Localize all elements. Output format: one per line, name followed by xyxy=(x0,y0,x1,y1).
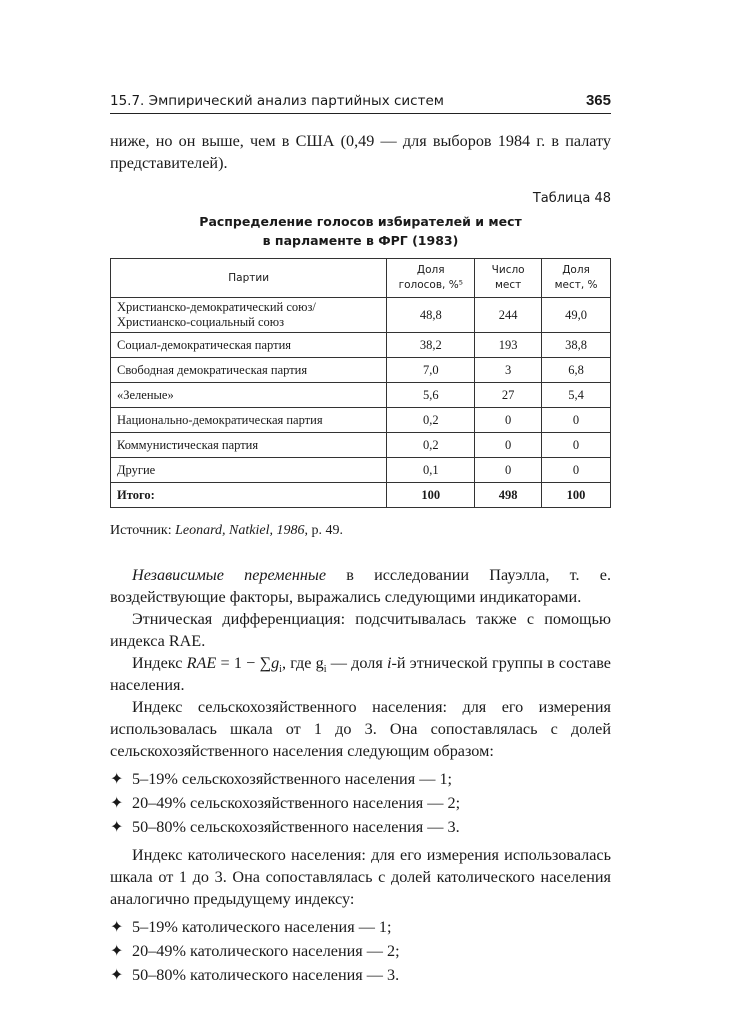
table-total-cell: 100 xyxy=(542,483,611,508)
table-cell-party: Социал-демократическая партия xyxy=(111,333,387,358)
table-cell-number: 0 xyxy=(542,408,611,433)
table-cell-number: 48,8 xyxy=(387,298,475,333)
table-cell-number: 6,8 xyxy=(542,358,611,383)
table-source xyxy=(110,522,611,540)
page-content xyxy=(110,92,611,992)
table-row xyxy=(111,298,611,333)
running-header xyxy=(110,92,611,114)
table-cell-number: 5,6 xyxy=(387,383,475,408)
paragraph-text: в исследовании Пауэлла, т. е. воздействующие факторы, выражались следующими индикаторами. xyxy=(110,566,612,606)
bullet-icon: ✦ xyxy=(110,770,124,788)
source-page: , p. 49. xyxy=(304,523,343,538)
table-title-line: Распределение голосов избирателей и мест xyxy=(199,214,522,229)
table-total-row xyxy=(111,483,611,508)
paragraph: Индекс сельскохозяйственного населения: для его измерения использовалась шкала от 1 до 3. Она сопоставлялась с долей сельскохозяйственного населения следующим образом: xyxy=(110,698,611,760)
list-item xyxy=(110,940,611,962)
paragraph: ниже, но он выше, чем в США (0,49 — для выборов 1984 г. в палату представителей). xyxy=(110,132,611,172)
table-total-cell: Итого: xyxy=(111,483,387,508)
table-total-cell: 498 xyxy=(475,483,542,508)
page-number: 365 xyxy=(585,92,611,109)
source-label: Источник: xyxy=(110,523,176,538)
table-cell-number: 0 xyxy=(475,433,542,458)
list-item xyxy=(110,964,611,986)
table-cell-number: 0 xyxy=(475,458,542,483)
table-cell-number: 38,8 xyxy=(542,333,611,358)
bullet-icon: ✦ xyxy=(110,918,124,936)
table-cell-number: 38,2 xyxy=(387,333,475,358)
column-header: Число мест xyxy=(475,259,542,298)
table-title xyxy=(110,212,611,250)
table-cell-number: 0 xyxy=(475,408,542,433)
table-cell-party: Коммунистическая партия xyxy=(111,433,387,458)
table-row xyxy=(111,333,611,358)
paragraph: Индекс католического населения: для его измерения использовалась шкала от 1 до 3. Она сопоставлялась с долей католического населения аналогично предыдущему индексу: xyxy=(110,846,611,908)
data-table xyxy=(110,258,611,508)
list-item-text: 5–19% католического населения — 1; xyxy=(132,918,392,936)
list-item xyxy=(110,916,611,938)
table-cell-number: 5,4 xyxy=(542,383,611,408)
table-cell-number: 193 xyxy=(475,333,542,358)
table-cell-number: 244 xyxy=(475,298,542,333)
paragraph: Этническая дифференциация: подсчитывалась также с помощью индекса RAE. xyxy=(110,610,611,650)
list-item xyxy=(110,816,611,838)
bullet-icon: ✦ xyxy=(110,942,124,960)
table-cell-number: 0 xyxy=(542,458,611,483)
table-cell-party: Свободная демократическая партия xyxy=(111,358,387,383)
bullet-icon: ✦ xyxy=(110,794,124,812)
table-total-cell: 100 xyxy=(387,483,475,508)
table-cell-party: Национально-демократическая партия xyxy=(111,408,387,433)
table-cell-number: 0 xyxy=(542,433,611,458)
bullet-list xyxy=(110,916,611,986)
column-header: Партии xyxy=(111,259,387,298)
table-row xyxy=(111,408,611,433)
table-row xyxy=(111,458,611,483)
table-cell-number: 27 xyxy=(475,383,542,408)
table-row xyxy=(111,433,611,458)
table-cell-number: 0,2 xyxy=(387,408,475,433)
table-cell-party: Другие xyxy=(111,458,387,483)
table-row xyxy=(111,358,611,383)
column-header: Доля голосов, %⁵ xyxy=(387,259,475,298)
table-row xyxy=(111,383,611,408)
list-item-text: 5–19% сельскохозяйственного населения — 1; xyxy=(132,770,453,788)
table-cell-number: 7,0 xyxy=(387,358,475,383)
table-cell-number: 0,2 xyxy=(387,433,475,458)
list-item xyxy=(110,792,611,814)
bullet-list xyxy=(110,768,611,838)
section-title: 15.7. Эмпирический анализ партийных систем xyxy=(110,93,444,109)
list-item-text: 50–80% католического населения — 3. xyxy=(132,966,400,984)
formula-paragraph: Индекс RAE = $1 - \sum g_i$, где $g_i$ — доля i-й этнической группы в составе населения. xyxy=(110,654,611,694)
table-cell-number: 0,1 xyxy=(387,458,475,483)
table-number: Таблица 48 xyxy=(532,191,611,206)
table-cell-number: 3 xyxy=(475,358,542,383)
italic-term: Независимые переменные xyxy=(132,566,327,584)
table-cell-number: 49,0 xyxy=(542,298,611,333)
table-cell-party: Христианско-демократический союз/ Христианско-социальный союз xyxy=(111,298,387,333)
bullet-icon: ✦ xyxy=(110,818,124,836)
bullet-icon: ✦ xyxy=(110,966,124,984)
list-item-text: 20–49% католического населения — 2; xyxy=(132,942,400,960)
table-title-line: в парламенте в ФРГ (1983) xyxy=(262,233,459,248)
list-item-text: 50–80% сельскохозяйственного населения — 3. xyxy=(132,818,460,836)
list-item-text: 20–49% сельскохозяйственного населения — 2; xyxy=(132,794,461,812)
paragraph xyxy=(110,564,611,608)
column-header: Доля мест, % xyxy=(542,259,611,298)
table-cell-party: «Зеленые» xyxy=(111,383,387,408)
source-authors: Leonard, Natkiel, 1986 xyxy=(175,523,305,538)
list-item xyxy=(110,768,611,790)
